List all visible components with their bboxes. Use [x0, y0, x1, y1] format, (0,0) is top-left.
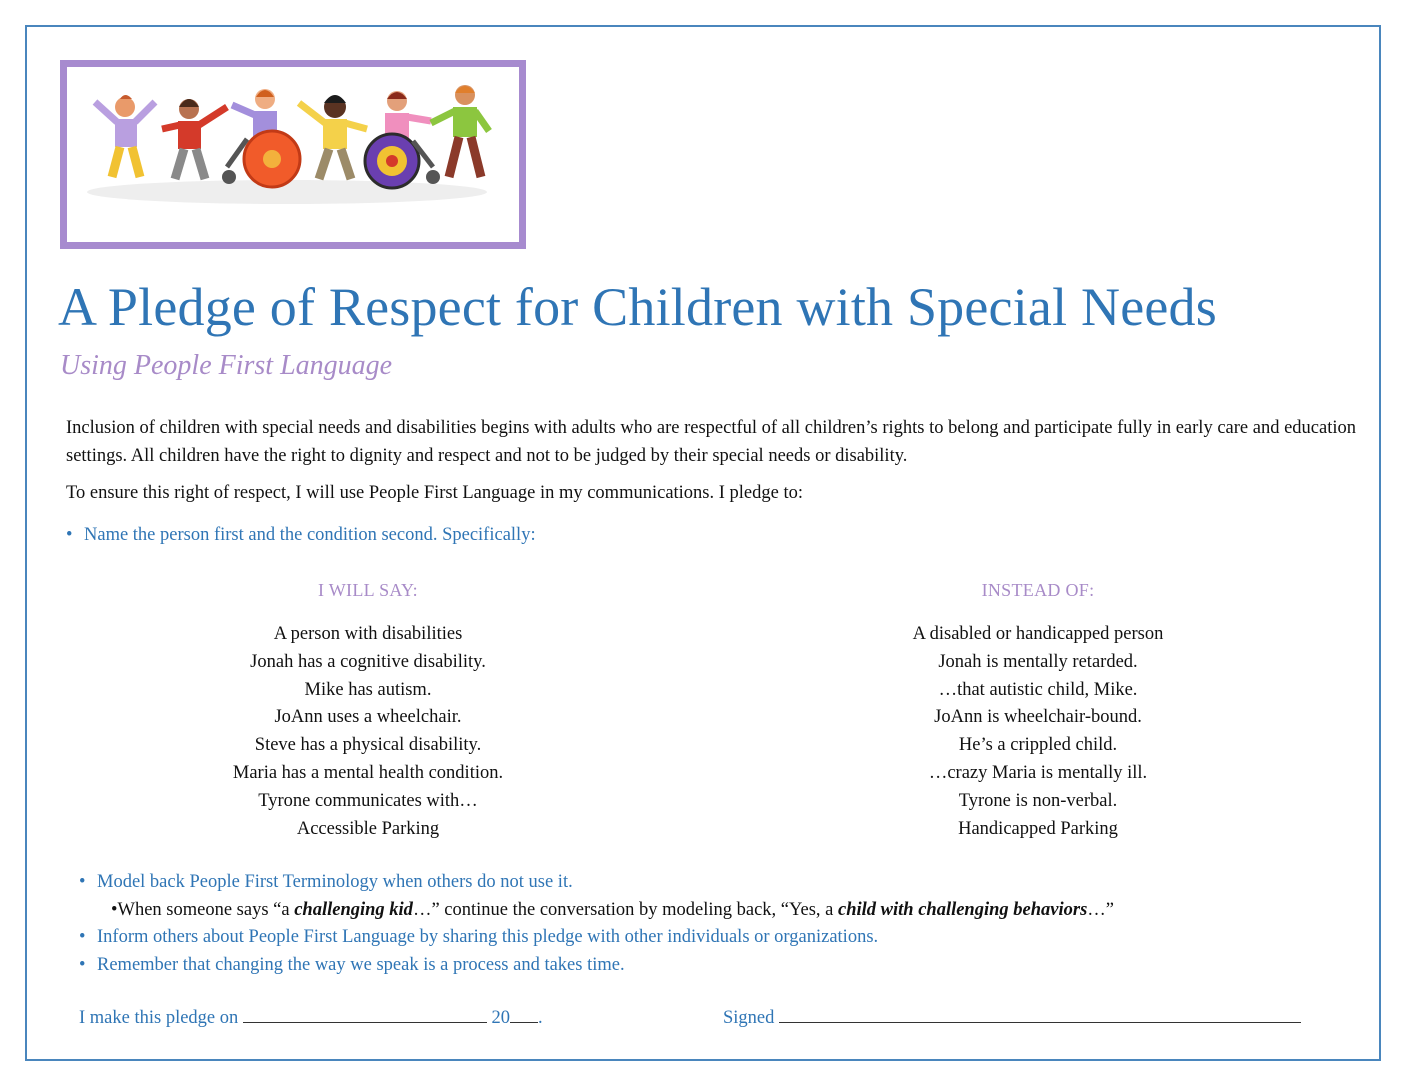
list-item: Steve has a physical disability.: [254, 735, 482, 756]
bullet-icon: •: [111, 899, 118, 920]
child-figure: [431, 85, 489, 177]
bullet-text: Model back People First Terminology when others do not use it.: [97, 872, 573, 892]
pledge-date-label: I make this pledge on: [79, 1008, 239, 1028]
wheelchair-child-figure: [365, 91, 440, 188]
pledge-bullets: [79, 869, 1329, 979]
list-item: …crazy Maria is mentally ill.: [928, 762, 1148, 783]
list-item: JoAnn uses a wheelchair.: [274, 707, 462, 728]
date-blank-field[interactable]: [243, 1008, 487, 1023]
intro-paragraph: Inclusion of children with special needs and disabilities begins with adults who are respectful of all children’s rights to belong and participate fully in early care and education settings. All children have the right to dignity and respect and not to be judged by their special needs or disability.: [66, 418, 1356, 466]
bullet-icon: •: [79, 872, 86, 892]
wheelchair-child-figure: [222, 89, 300, 187]
list-item: …that autistic child, Mike.: [938, 679, 1138, 700]
signed-label: Signed: [723, 1008, 775, 1028]
bullet-text: Inform others about People First Language by sharing this pledge with other individuals or organizations.: [97, 927, 879, 948]
child-figure: [95, 95, 155, 177]
example-text-2: …” continue the conversation by modeling back, “Yes, a: [412, 899, 838, 920]
list-item: Tyrone communicates with…: [258, 790, 478, 811]
list-item: Tyrone is non-verbal.: [958, 790, 1118, 811]
children-illustration: [60, 60, 526, 249]
pledge-date-section: [79, 1008, 543, 1029]
example-text-1: When someone says “a: [117, 899, 295, 920]
date-period: .: [538, 1008, 543, 1028]
year-prefix: 20: [491, 1008, 511, 1028]
will-say-column: [108, 580, 628, 843]
list-item: He’s a crippled child.: [958, 735, 1118, 756]
page-title: A Pledge of Respect for Children with Special Needs: [58, 277, 1217, 337]
year-blank-field[interactable]: [510, 1008, 538, 1023]
bullet-icon: •: [79, 927, 86, 948]
list-item: Mike has autism.: [304, 679, 432, 700]
signature-section: [723, 1008, 1301, 1029]
list-item: Maria has a mental health condition.: [232, 762, 504, 783]
bullet-inform: [79, 924, 1329, 952]
list-item: A disabled or handicapped person: [912, 624, 1164, 644]
bullet-icon: •: [79, 954, 86, 975]
example-emphasis-2: child with challenging behaviors: [838, 899, 1088, 920]
signature-blank-field[interactable]: [779, 1008, 1301, 1023]
sub-bullet-example: [111, 897, 1329, 925]
example-text-3: …”: [1087, 899, 1114, 920]
pledge-statement: To ensure this right of respect, I will use People First Language in my communications. I pledge to:: [66, 483, 804, 503]
list-item: JoAnn is wheelchair-bound.: [934, 707, 1142, 728]
children-holding-hands-illustration: [67, 67, 519, 242]
instead-of-heading: INSTEAD OF:: [981, 580, 1095, 600]
child-figure: [162, 99, 227, 179]
list-item: Accessible Parking: [296, 818, 440, 839]
example-emphasis-1: challenging kid: [294, 899, 413, 920]
will-say-heading: I WILL SAY:: [318, 580, 418, 600]
bullet-icon: •: [66, 525, 73, 545]
list-item: A person with disabilities: [273, 624, 463, 644]
bullet-name-person-first: [66, 525, 536, 546]
list-item: Handicapped Parking: [958, 818, 1118, 839]
instead-of-column: [778, 580, 1298, 843]
bullet-remember: [79, 952, 1329, 980]
bullet-model-back: [79, 869, 1329, 897]
instead-of-list: [778, 621, 1298, 843]
list-item: Jonah has a cognitive disability.: [250, 651, 486, 672]
child-figure: [299, 95, 367, 179]
page-subtitle: Using People First Language: [60, 350, 393, 381]
bullet-text: Remember that changing the way we speak is a process and takes time.: [97, 954, 625, 975]
will-say-list: [108, 621, 628, 843]
bullet-text: Name the person first and the condition second. Specifically:: [84, 525, 536, 545]
list-item: Jonah is mentally retarded.: [938, 651, 1138, 672]
